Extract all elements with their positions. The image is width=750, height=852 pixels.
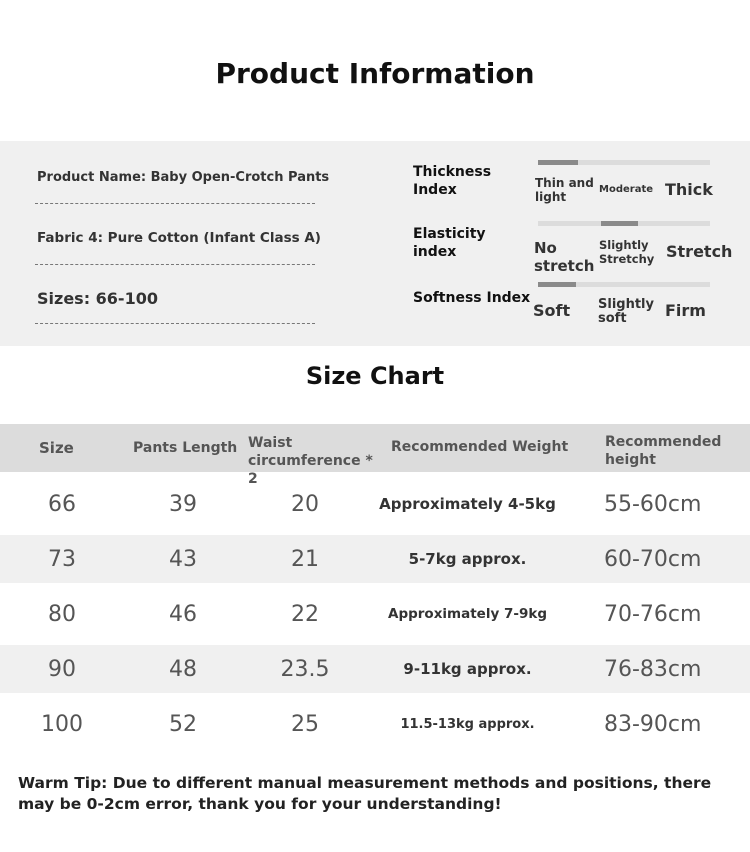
thickness-index-label: Thickness Index <box>413 164 492 198</box>
size-chart-title: Size Chart <box>305 362 445 390</box>
thickness-option-high: Thick <box>665 180 713 199</box>
cell-length: 48 <box>169 656 197 682</box>
elasticity-option-high: Stretch <box>666 242 733 261</box>
cell-waist: 23.5 <box>280 656 330 682</box>
header-weight: Recommended Weight <box>391 439 569 455</box>
thickness-bar <box>538 160 710 165</box>
elasticity-index-label: Elasticity index <box>413 226 486 260</box>
softness-option-low: Soft <box>533 301 571 320</box>
table-row <box>0 590 750 638</box>
divider <box>35 264 315 265</box>
cell-length: 52 <box>169 711 197 737</box>
header-size: Size <box>39 439 74 457</box>
cell-waist: 20 <box>291 491 319 517</box>
product-name: Product Name: Baby Open-Crotch Pants <box>37 170 330 185</box>
header-waist: Waist circumference * 2 <box>248 435 373 487</box>
cell-height: 83-90cm <box>604 711 702 737</box>
elasticity-bar-fill <box>601 221 638 226</box>
cell-length: 39 <box>169 491 197 517</box>
cell-weight: 5-7kg approx. <box>408 550 527 568</box>
cell-waist: 21 <box>291 546 319 572</box>
elasticity-option-mid: Slightly Stretchy <box>599 238 655 266</box>
table-row <box>0 480 750 528</box>
elasticity-option-low: No stretch <box>534 239 595 275</box>
table-row <box>0 645 750 693</box>
table-row <box>0 700 750 748</box>
thickness-bar-fill <box>538 160 578 165</box>
cell-weight: Approximately 4-5kg <box>379 495 556 513</box>
cell-height: 70-76cm <box>604 601 702 627</box>
size-chart-header <box>0 424 750 487</box>
softness-bar-fill <box>538 282 576 287</box>
cell-weight: 11.5-13kg approx. <box>400 716 535 732</box>
header-height: Recommended height <box>605 434 722 468</box>
cell-length: 43 <box>169 546 197 572</box>
cell-size: 90 <box>48 656 76 682</box>
cell-waist: 22 <box>291 601 319 627</box>
cell-size: 66 <box>48 491 76 517</box>
softness-index-label: Softness Index <box>413 290 531 306</box>
cell-height: 55-60cm <box>604 491 702 517</box>
cell-weight: 9-11kg approx. <box>403 660 532 678</box>
cell-waist: 25 <box>291 711 319 737</box>
divider <box>35 323 315 324</box>
cell-size: 80 <box>48 601 76 627</box>
fabric-info: Fabric 4: Pure Cotton (Infant Class A) <box>37 230 321 246</box>
sizes-info: Sizes: 66-100 <box>37 289 158 308</box>
cell-height: 60-70cm <box>604 546 702 572</box>
table-row <box>0 535 750 583</box>
softness-option-high: Firm <box>665 301 706 320</box>
cell-size: 73 <box>48 546 76 572</box>
thickness-option-low: Thin and light <box>535 176 594 204</box>
elasticity-bar <box>538 221 710 226</box>
thickness-option-mid: Moderate <box>599 184 654 195</box>
cell-length: 46 <box>169 601 197 627</box>
cell-weight: Approximately 7-9kg <box>388 606 547 622</box>
cell-height: 76-83cm <box>604 656 702 682</box>
header-pants-length: Pants Length <box>133 440 238 456</box>
warm-tip-note: Warm Tip: Due to different manual measurement methods and positions, there may be 0-2cm error, thank you for your understanding! <box>18 774 712 813</box>
cell-size: 100 <box>41 711 83 737</box>
softness-option-mid: Slightly soft <box>598 297 654 326</box>
page-title: Product Information <box>215 57 535 90</box>
product-info-panel <box>0 141 750 346</box>
softness-bar <box>538 282 710 287</box>
divider <box>35 203 315 204</box>
